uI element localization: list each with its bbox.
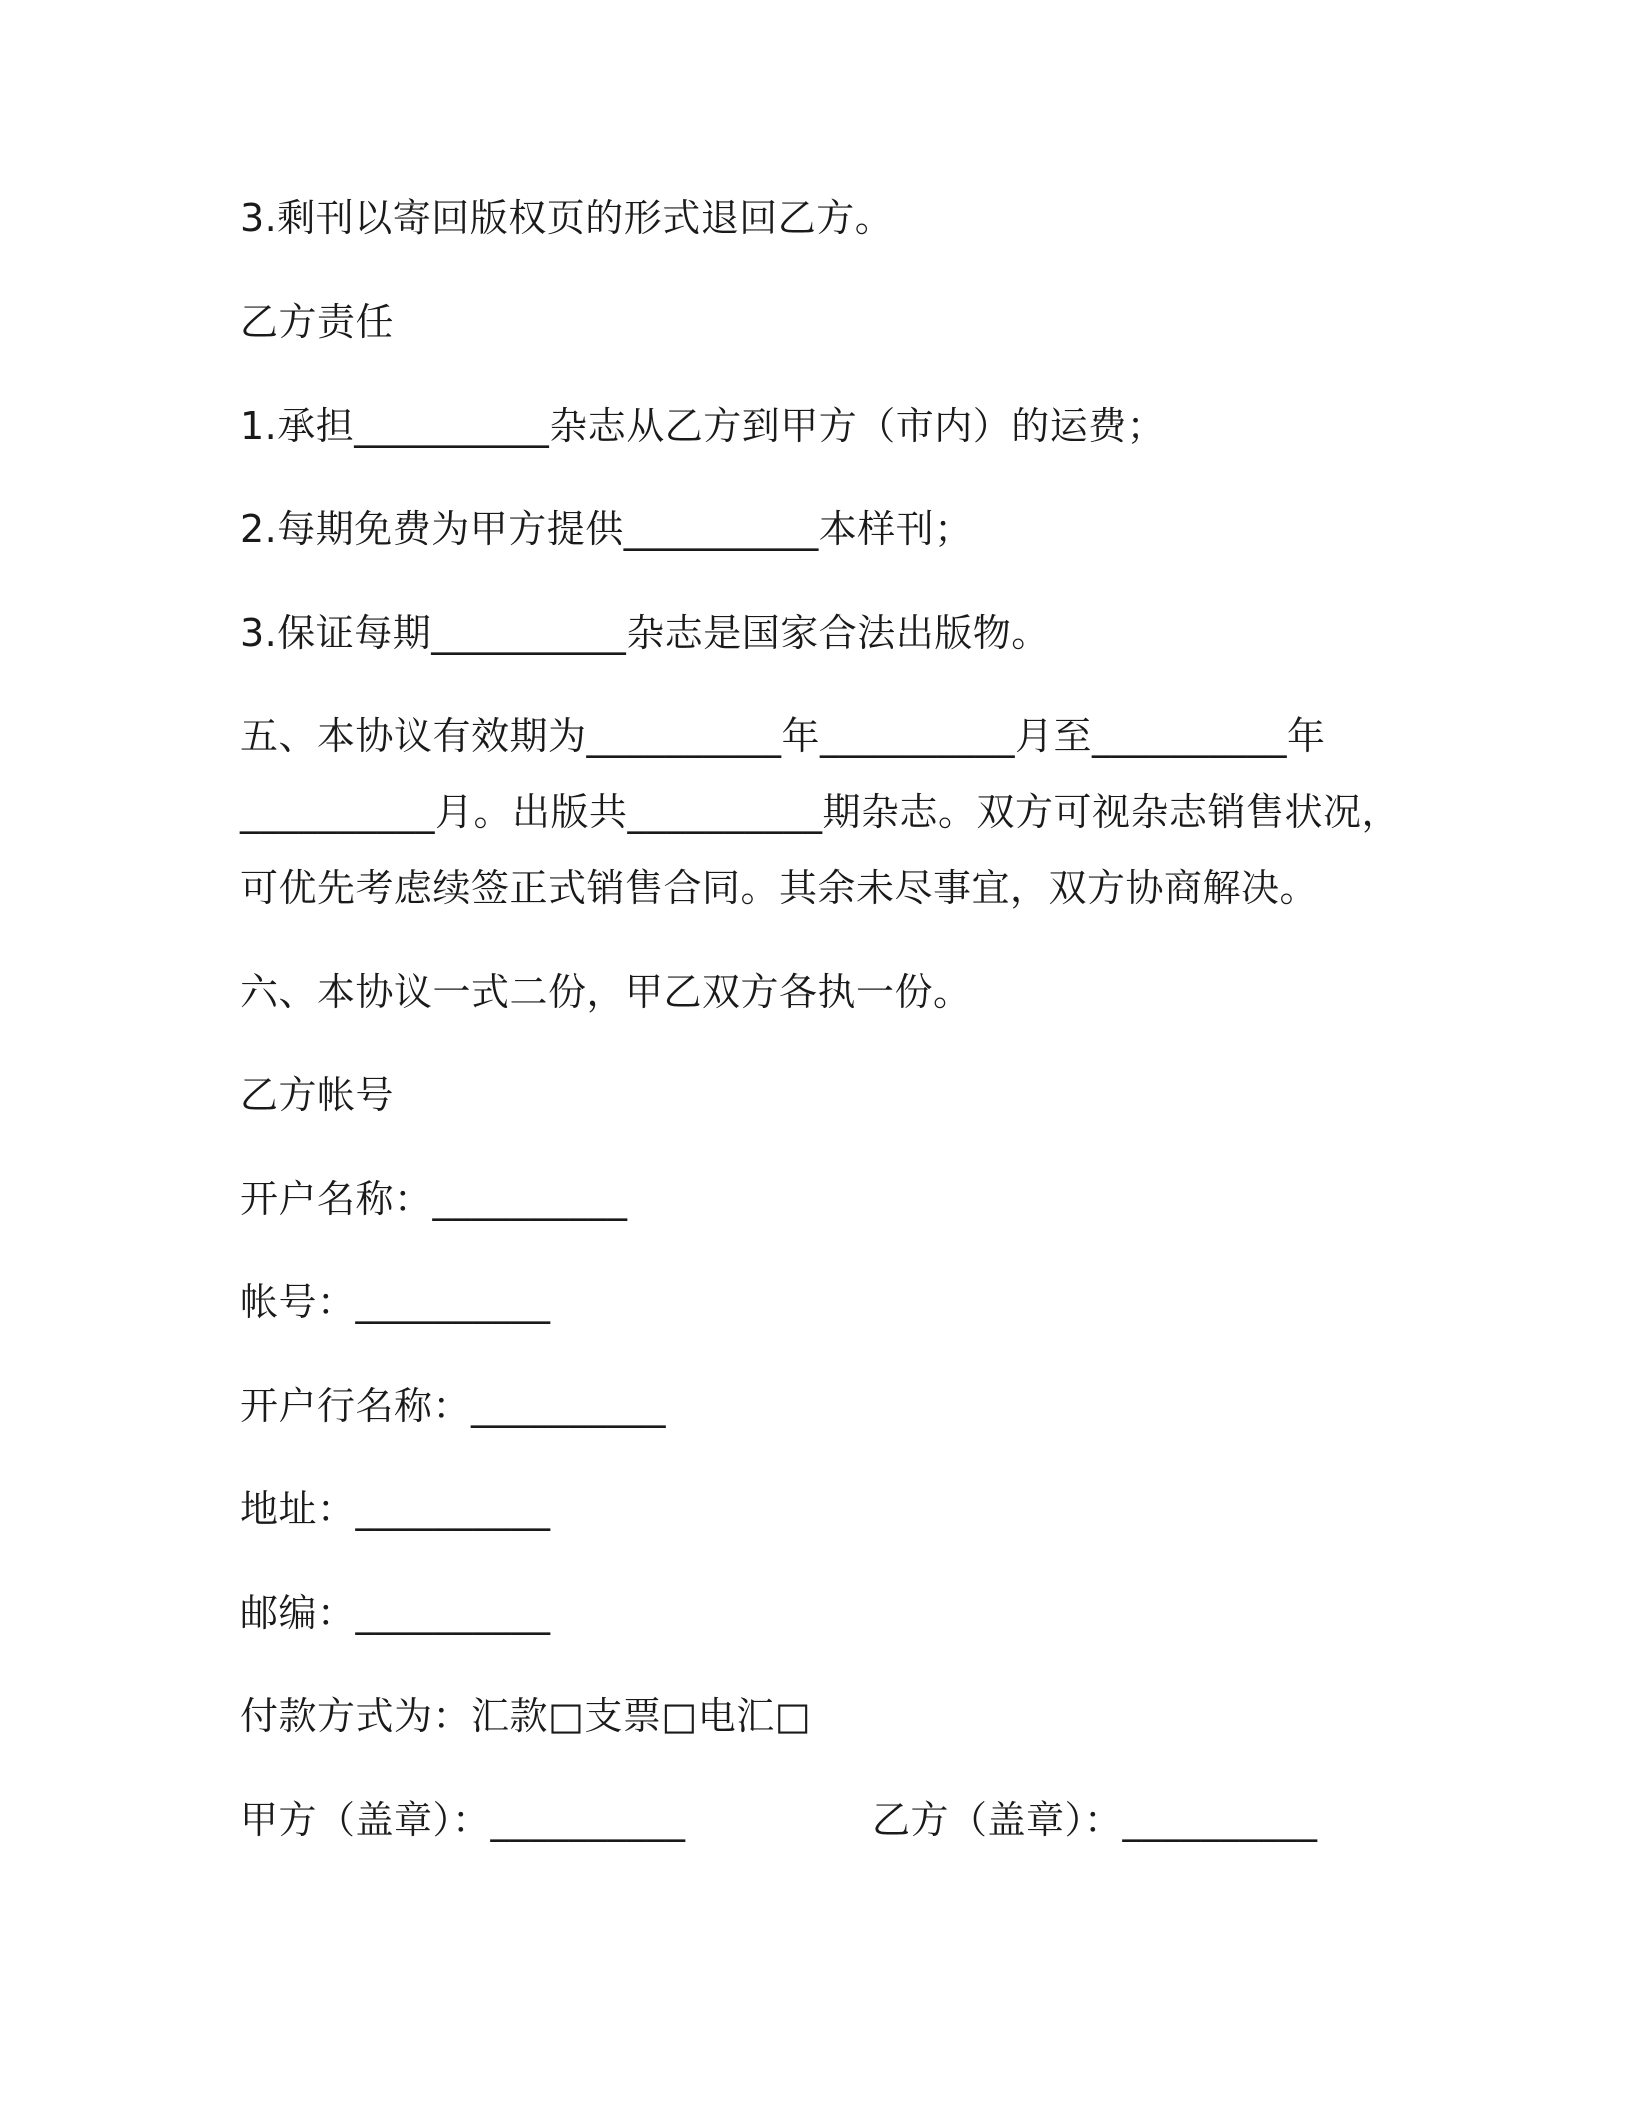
clause-sample-copies: 2.每期免费为甲方提供__________本样刊； <box>240 507 973 551</box>
field-bank-name: 开户行名称：__________ <box>240 1384 667 1428</box>
field-account-number: 帐号：__________ <box>240 1280 551 1324</box>
field-account-name: 开户名称：__________ <box>240 1177 628 1221</box>
section-heading-party-b-duties: 乙方责任 <box>240 300 395 344</box>
clause-validity-line-1: 五、本协议有效期为__________年__________月至__________年 <box>240 714 1326 758</box>
clause-legal-publication: 3.保证每期__________杂志是国家合法出版物。 <box>240 611 1050 655</box>
signature-party-a: 甲方（盖章）：__________ <box>240 1798 686 1842</box>
clause-validity-line-3: 可优先考虑续签正式销售合同。其余未尽事宜，双方协商解决。 <box>240 866 1319 910</box>
clause-copies: 六、本协议一式二份，甲乙双方各执一份。 <box>240 970 972 1014</box>
clause-freight: 1.承担__________杂志从乙方到甲方（市内）的运费； <box>240 404 1166 448</box>
section-heading-account: 乙方帐号 <box>240 1073 395 1117</box>
clause-return-copies: 3.剩刊以寄回版权页的形式退回乙方。 <box>240 196 894 240</box>
field-postcode: 邮编：__________ <box>240 1591 551 1635</box>
signature-party-b: 乙方（盖章）：__________ <box>872 1798 1318 1842</box>
field-address: 地址：__________ <box>240 1487 551 1531</box>
field-payment-method: 付款方式为：汇款□支票□电汇□ <box>240 1694 812 1738</box>
clause-validity-line-2: __________月。出版共__________期杂志。双方可视杂志销售状况， <box>240 790 1401 834</box>
